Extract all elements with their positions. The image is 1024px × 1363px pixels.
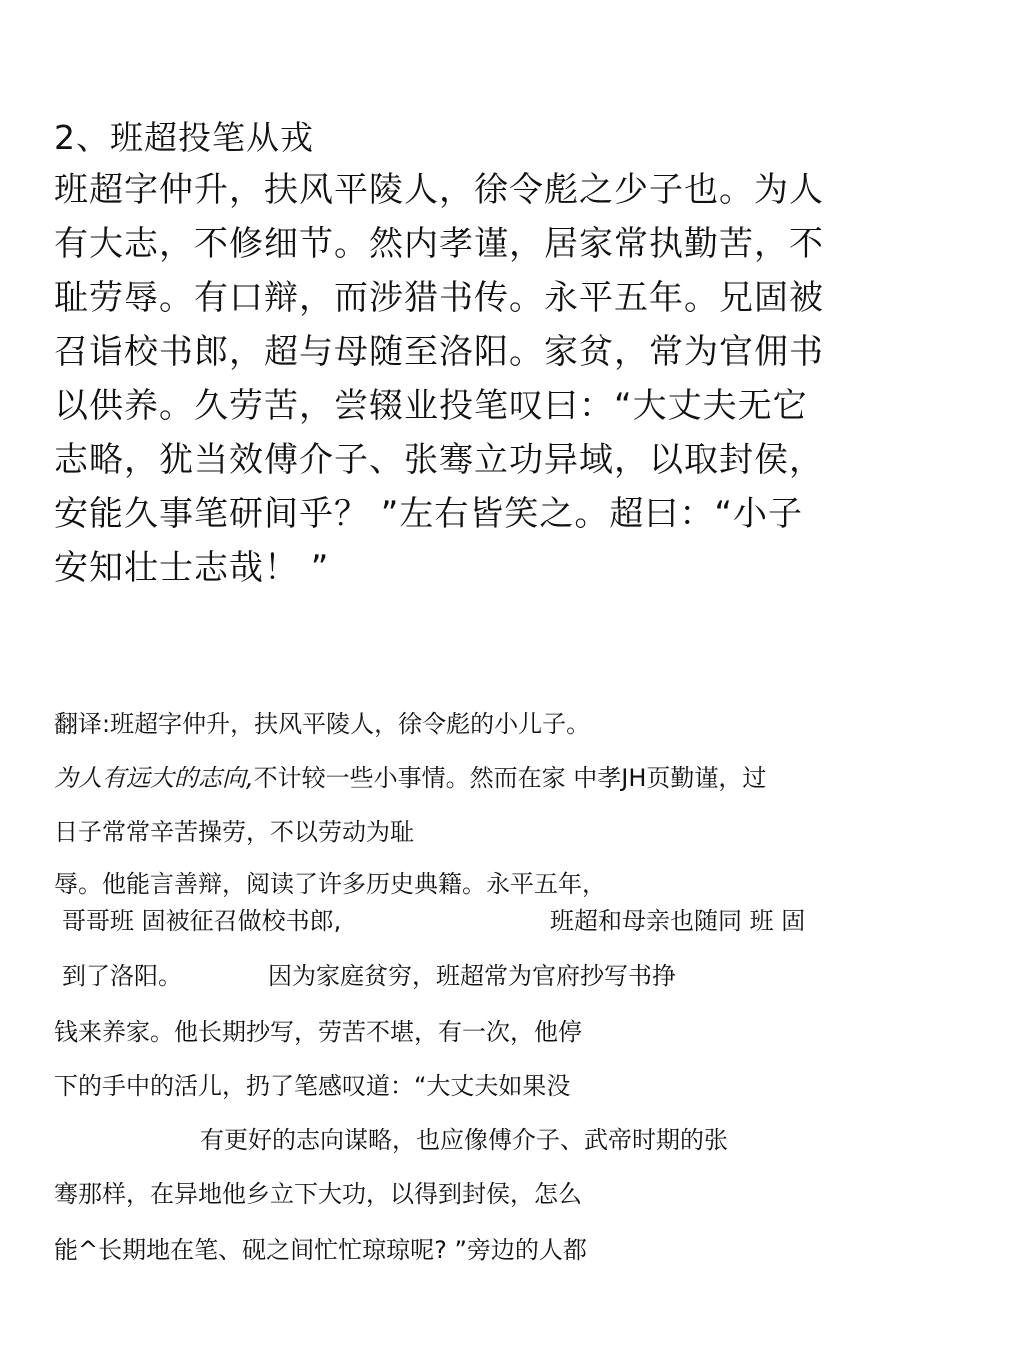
original-text-line: 耻劳辱。有口辩，而涉猎书传。永平五年。兄固被 xyxy=(54,278,824,318)
translation-line: 骞那样，在异地他乡立下大功，以得到封侯，怎么 xyxy=(54,1180,582,1208)
translation-line: 因为家庭贫穷，班超常为官府抄写书挣 xyxy=(268,962,676,990)
original-text-line: 班超字仲升，扶风平陵人，徐令彪之少子也。为人 xyxy=(54,170,824,210)
translation-line: 钱来养家。他长期抄写，劳苦不堪，有一次，他停 xyxy=(54,1018,582,1046)
original-text-line: 召诣校书郎，超与母随至洛阳。家贫，常为官佣书 xyxy=(54,332,824,372)
original-text-line: 以供养。久劳苦，尝辍业投笔叹曰：“大丈夫无它 xyxy=(54,386,808,426)
translation-line: 哥哥班 固被征召做校书郎, xyxy=(62,907,342,935)
translation-line: 班超和母亲也随同 班 固 xyxy=(550,907,806,935)
translation-line: 下的手中的活儿，扔了笔感叹道：“大丈夫如果没 xyxy=(54,1072,571,1100)
original-text-line: 安能久事笔研间乎？ ”左右皆笑之。超曰：“小子 xyxy=(54,494,804,534)
original-text-line: 有大志，不修细节。然内孝谨，居家常执勤苦，不 xyxy=(54,224,824,264)
translation-line: 辱。他能言善辩，阅读了许多历史典籍。永平五年， xyxy=(54,870,606,898)
translation-line: 能^长期地在笔、砚之间忙忙琼琼呢? ”旁边的人都 xyxy=(54,1236,587,1264)
translation-italic-segment: 为人有远大的志向, xyxy=(54,764,254,792)
translation-line: 有更好的志向谋略，也应像傅介子、武帝时期的张 xyxy=(200,1126,728,1154)
translation-line xyxy=(54,762,766,794)
section-title: 2、班超投笔从戎 xyxy=(54,118,314,157)
original-text-line: 志略，犹当效傅介子、张骞立功异域，以取封侯， xyxy=(54,440,824,480)
translation-line: 到了洛阳。 xyxy=(62,962,182,990)
original-text-line: 安知壮士志哉！ ” xyxy=(54,548,330,588)
translation-segment: 不计较一些小事情。然而在家 中孝JH页勤谨，过 xyxy=(253,764,767,792)
translation-line: 日子常常辛苦操劳，不以劳动为耻 xyxy=(54,818,414,846)
translation-line: 翻译:班超字仲升，扶风平陵人，徐令彪的小儿子。 xyxy=(54,710,591,738)
